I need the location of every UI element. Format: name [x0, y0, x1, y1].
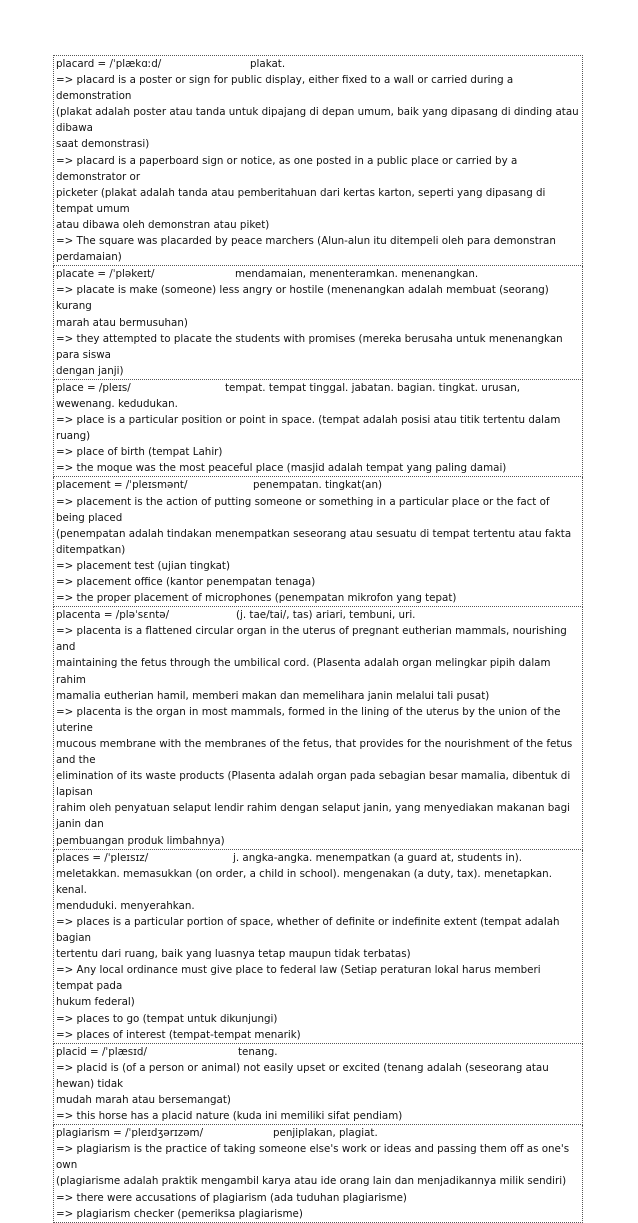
- entry-line: saat demonstrasi): [56, 138, 150, 151]
- translation: penempatan. tingkat(an): [253, 479, 382, 492]
- entry-line: rahim oleh penyatuan selaput lendir rahim dengan selaput janin, yang menyediakan makanan bagi janin dan: [56, 802, 570, 831]
- entry-line: (plakat adalah poster atau tanda untuk dipajang di depan umum, baik yang dipasang di dinding atau dibawa: [56, 106, 579, 135]
- entry-heading: [56, 850, 580, 866]
- entry-line: atau dibawa oleh demonstran atau piket): [56, 218, 270, 231]
- headword: placate = /ˈpləkeɪt/: [56, 268, 155, 281]
- entry-line: => placenta is the organ in most mammals, formed in the lining of the uterus by the union of the uterine: [56, 705, 561, 734]
- translation: (j. tae/tai/, tas) ariari, tembuni, uri.: [236, 609, 416, 622]
- translation: tempat. tempat tinggal. jabatan. bagian. tingkat. urusan,: [225, 381, 521, 394]
- entry-line: => placid is (of a person or animal) not easily upset or excited (tenang adalah (seseorang atau hewan) tidak: [56, 1061, 549, 1090]
- entry-heading: [56, 266, 580, 282]
- entry-line: elimination of its waste products (Plasenta adalah organ pada sebagian besar mamalia, dibentuk di lapisan: [56, 770, 571, 799]
- entry-line: => they attempted to placate the students with promises (mereka berusaha untuk menenangkan para siswa: [56, 332, 563, 361]
- headword: placid = /ˈplæsɪd/: [56, 1045, 147, 1058]
- entry-line: => plagiarism is the practice of taking someone else's work or ideas and passing them off as one's own: [56, 1143, 570, 1172]
- dictionary-page: [53, 55, 583, 1223]
- entry-line: wewenang. kedudukan.: [56, 397, 178, 410]
- translation: plakat.: [250, 58, 286, 70]
- headword: places = /ˈpleɪsɪz/: [56, 851, 149, 864]
- entry-heading: [56, 477, 580, 493]
- entry-heading: [56, 56, 580, 72]
- entry-line: tertentu dari ruang, baik yang luasnya tetap maupun tidak terbatas): [56, 948, 411, 961]
- entry-line: dengan janji): [56, 364, 124, 377]
- dictionary-entry: [53, 607, 583, 849]
- entry-line: => places to go (tempat untuk dikunjungi): [56, 1012, 278, 1025]
- entry-line: marah atau bermusuhan): [56, 316, 188, 329]
- entry-line: mamalia eutherian hamil, memberi makan dan memelihara janin melalui tali pusat): [56, 689, 490, 702]
- entry-heading: [56, 380, 580, 396]
- entry-line: => this horse has a placid nature (kuda ini memiliki sifat pendiam): [56, 1110, 403, 1123]
- headword: placard = /ˈplækɑːd/: [56, 58, 162, 70]
- entry-line: => placement office (kantor penempatan tenaga): [56, 576, 316, 588]
- translation: mendamaian, menenteramkan. menenangkan.: [235, 268, 479, 281]
- translation: tenang.: [238, 1045, 278, 1058]
- entry-line: => placenta is a flattened circular organ in the uterus of pregnant eutherian mammals, nourishing and: [56, 625, 567, 654]
- entry-line: meletakkan. memasukkan (on order, a child in school). mengenakan (a duty, tax). menetapkan. kenal.: [56, 867, 552, 896]
- dictionary-entry: [53, 477, 583, 607]
- dictionary-entry: [53, 850, 583, 1044]
- entry-line: => placate is make (someone) less angry or hostile (menenangkan adalah membuat (seorang) kurang: [56, 284, 549, 313]
- entry-list: [53, 55, 583, 1223]
- entry-line: => place is a particular position or point in space. (tempat adalah posisi atau titik tertentu dalam ruang): [56, 414, 561, 443]
- entry-heading: [56, 1125, 580, 1141]
- entry-line: => placard is a paperboard sign or notice, as one posted in a public place or carried by a demonstrator or: [56, 154, 518, 183]
- entry-line: => plagiarism checker (pemeriksa plagiarisme): [56, 1207, 303, 1220]
- entry-line: ditempatkan): [56, 543, 126, 556]
- entry-line: picketer (plakat adalah tanda atau pemberitahuan dari kertas karton, seperti yang dipasang di tempat umum: [56, 186, 546, 215]
- entry-line: => The square was placarded by peace marchers (Alun-alun itu ditempeli oleh para demonstran perdamaian): [56, 235, 556, 264]
- headword: plagiarism = /ˈpleɪdʒərɪzəm/: [56, 1127, 204, 1140]
- entry-line: => place of birth (tempat Lahir): [56, 446, 223, 459]
- entry-line: hukum federal): [56, 996, 135, 1009]
- dictionary-entry: [53, 266, 583, 380]
- headword: place = /pleɪs/: [56, 381, 131, 394]
- entry-line: => placement is the action of putting someone or something in a particular place or the fact of being placed: [56, 495, 550, 524]
- dictionary-entry: [53, 55, 583, 266]
- entry-line: (plagiarisme adalah praktik mengambil karya atau ide orang lain dan menjadikannya milik sendiri): [56, 1175, 567, 1188]
- headword: placenta = /pləˈsɛntə/: [56, 609, 170, 622]
- entry-line: => there were accusations of plagiarism (ada tuduhan plagiarisme): [56, 1191, 407, 1204]
- entry-line: pembuangan produk limbahnya): [56, 834, 225, 847]
- entry-line: maintaining the fetus through the umbilical cord. (Plasenta adalah organ melingkar pipih dalam rahim: [56, 657, 551, 686]
- entry-line: => places is a particular portion of space, whether of definite or indefinite extent (tempat adalah bagian: [56, 915, 560, 945]
- headword: placement = /ˈpleɪsmənt/: [56, 479, 188, 492]
- entry-line: menduduki. menyerahkan.: [56, 899, 195, 912]
- entry-line: (penempatan adalah tindakan menempatkan seseorang atau sesuatu di tempat tertentu atau fakta: [56, 527, 572, 540]
- dictionary-entry: [53, 380, 583, 478]
- entry-line: => placard is a poster or sign for public display, either fixed to a wall or carried during a demonstration: [56, 74, 514, 103]
- entry-line: mudah marah atau bersemangat): [56, 1094, 231, 1106]
- entry-line: => Any local ordinance must give place to federal law (Setiap peraturan lokal harus memberi tempat pada: [56, 964, 541, 993]
- translation: penjiplakan, plagiat.: [273, 1127, 378, 1140]
- entry-line: => places of interest (tempat-tempat menarik): [56, 1028, 301, 1041]
- entry-heading: [56, 1044, 580, 1060]
- entry-line: => placement test (ujian tingkat): [56, 559, 230, 572]
- entry-line: mucous membrane with the membranes of the fetus, that provides for the nourishment of the fetus and the: [56, 737, 573, 767]
- dictionary-entry: [53, 1125, 583, 1223]
- entry-line: => the proper placement of microphones (penempatan mikrofon yang tepat): [56, 592, 457, 605]
- translation: j. angka-angka. menempatkan (a guard at, students in).: [233, 851, 523, 864]
- entry-heading: [56, 607, 580, 623]
- dictionary-entry: [53, 1044, 583, 1125]
- entry-line: => the moque was the most peaceful place (masjid adalah tempat yang paling damai): [56, 462, 507, 475]
